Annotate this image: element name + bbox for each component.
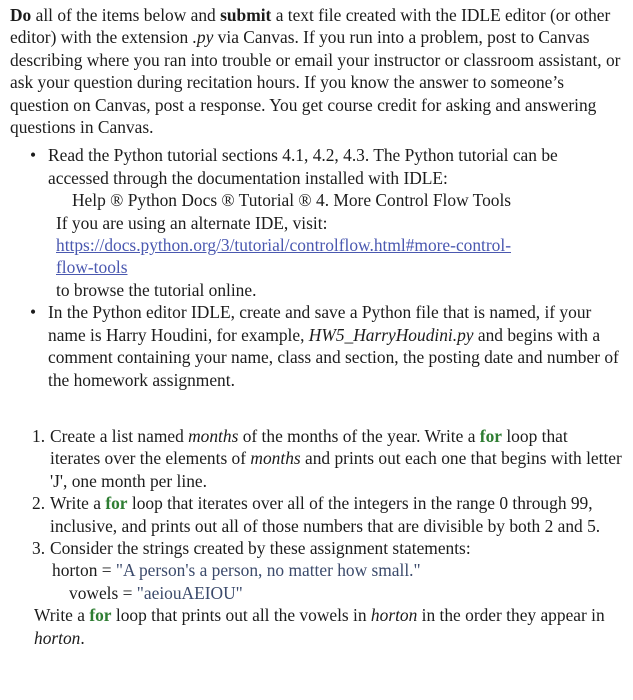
task-3 xyxy=(10,537,622,559)
tutorial-link-part1[interactable]: https://docs.python.org/3/tutorial/controlflow.html#more-control- xyxy=(56,235,511,256)
task-1-months: months xyxy=(188,425,239,446)
task-1-text-c: loop that iterates over the elements of xyxy=(50,425,568,469)
bullet-read-tutorial xyxy=(10,144,622,189)
task-3-horton-1: horton xyxy=(370,605,418,626)
example-filename: HW5_HarryHoudini.py xyxy=(308,324,474,345)
tutorial-link-line2 xyxy=(10,256,622,278)
bullet-dot: • xyxy=(30,302,37,323)
bullet-create-file xyxy=(10,301,622,391)
vowels-value: "aeiouAEIOU" xyxy=(136,582,243,603)
horton-equals: = xyxy=(97,560,116,581)
task-1-months-2: months xyxy=(250,448,301,469)
intro-text-2: a text file created with the IDLE editor (or other editor) with the extension xyxy=(10,5,611,48)
horton-var: horton xyxy=(52,560,98,581)
task-3-text-a: Consider the strings created by these assignment statements: xyxy=(50,537,471,558)
task-2-number: 2. xyxy=(32,493,46,514)
assignment-document xyxy=(10,4,622,649)
task-1-text-a: Create a list named xyxy=(50,425,189,446)
task-3-number: 3. xyxy=(32,537,46,558)
for-keyword: for xyxy=(105,493,128,514)
bullet2-text-2: and begins with a comment containing your name, class and section, the posting date and number of the homework assignment. xyxy=(48,324,619,390)
task-3-w3: in the order they appear in xyxy=(417,605,605,626)
task-1 xyxy=(10,425,622,492)
task-1-text-b: of the months of the year. Write a xyxy=(238,425,480,446)
task-1-text-d: and prints out each one that begins with letter 'J', one month per line. xyxy=(50,448,622,491)
intro-do: Do xyxy=(10,5,32,25)
tutorial-link-part2[interactable]: flow-tools xyxy=(56,257,128,278)
task-3-instruction xyxy=(10,604,622,649)
vowels-equals: = xyxy=(118,582,137,603)
task-1-number: 1. xyxy=(32,425,46,446)
for-keyword: for xyxy=(479,425,502,446)
intro-text-1: all of the items below and xyxy=(31,5,221,25)
intro-paragraph xyxy=(10,4,622,138)
tutorial-link-line1 xyxy=(10,234,622,256)
task-3-w1: Write a xyxy=(34,605,90,626)
task-2 xyxy=(10,492,622,537)
vowels-assignment xyxy=(10,582,622,604)
task-list xyxy=(10,425,622,649)
horton-value: "A person's a person, no matter how small." xyxy=(115,560,421,581)
task-3-w2: loop that prints out all the vowels in xyxy=(111,605,371,626)
browse-text: to browse the tutorial online. xyxy=(56,279,257,300)
menu-path: Help ® Python Docs ® Tutorial ® 4. More Control Flow Tools xyxy=(72,190,512,211)
task-3-horton-2: horton xyxy=(34,627,81,648)
bullet1-text: Read the Python tutorial sections 4.1, 4.2, 4.3. The Python tutorial can be accessed through the documentation installed with IDLE: xyxy=(48,145,558,188)
vowels-var: vowels xyxy=(69,582,119,603)
task-2-text-b: loop that iterates over all of the integers in the range 0 through 99, inclusive, and prints out all of those numbers that are divisible by both 2 and 5. xyxy=(50,493,601,536)
bullet2-text-1: In the Python editor IDLE, create and save a Python file that is named, if your name is Harry Houdini, for example, xyxy=(48,302,592,345)
task-3-w4: . xyxy=(80,627,85,648)
task-2-text-a: Write a xyxy=(50,493,106,514)
bullet-dot: • xyxy=(30,145,37,166)
horton-assignment xyxy=(10,559,622,581)
intro-extension: .py xyxy=(192,27,214,48)
intro-submit: submit xyxy=(220,5,272,25)
alt-ide-text: If you are using an alternate IDE, visit: xyxy=(56,212,328,233)
intro-text-3: via Canvas. If you run into a problem, post to Canvas describing where you ran into trouble or email your instructor or classroom assistant, or ask your question during recitation hours. If you know the answer to someone’s question on Canvas, post a response. You get course credit for asking and answering questions in Canvas. xyxy=(10,27,621,138)
for-keyword: for xyxy=(89,605,112,626)
